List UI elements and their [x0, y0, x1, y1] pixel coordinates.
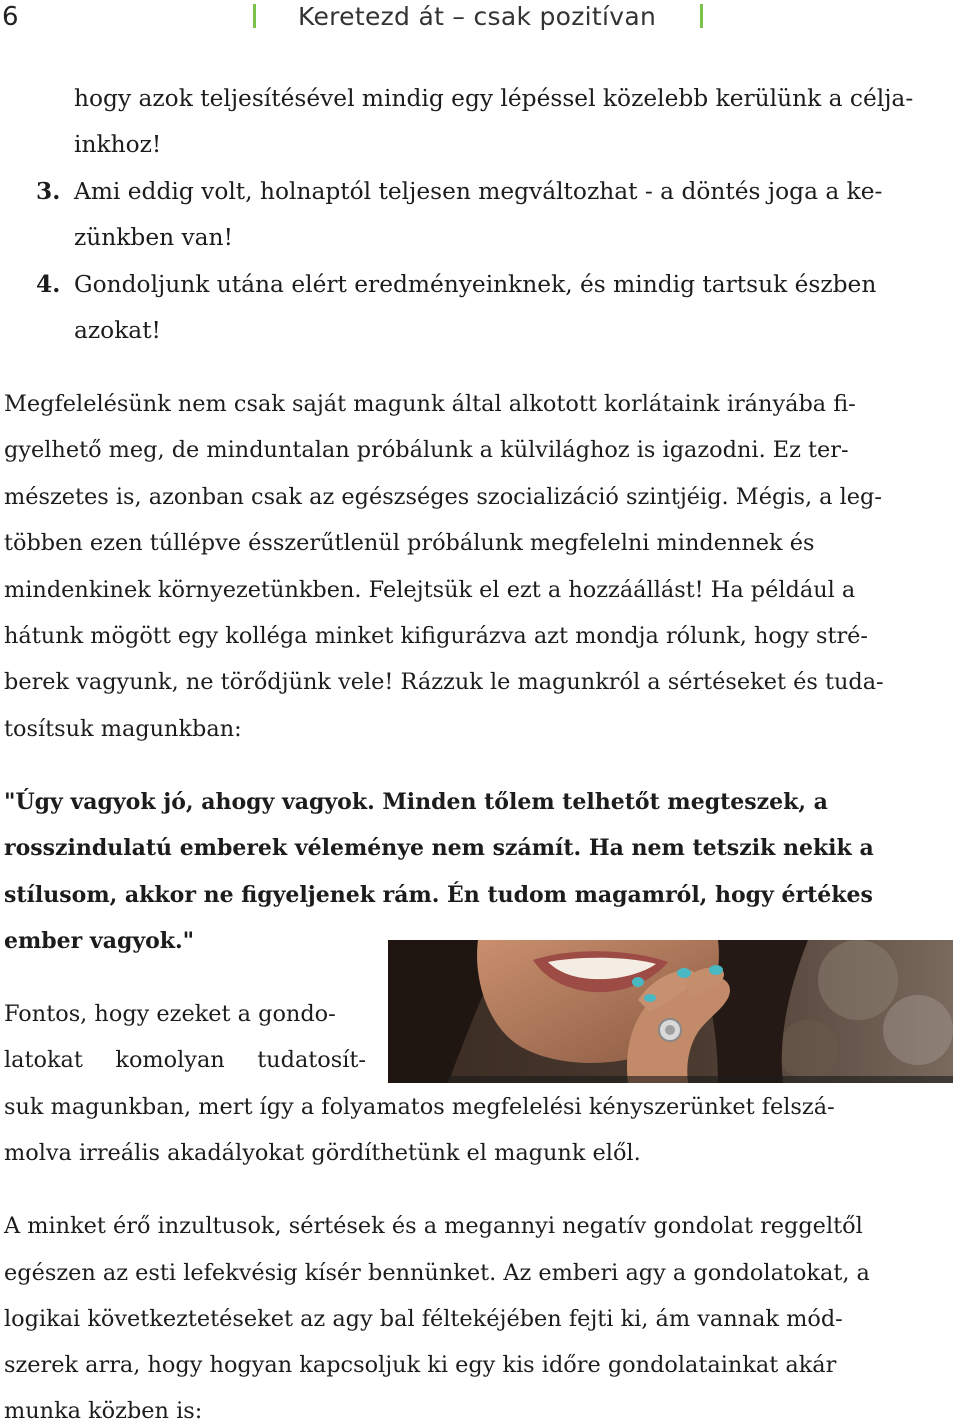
- paragraph-line: egészen az esti lefekvésig kísér bennünket. Az emberi agy a gondolatokat, a: [4, 1260, 870, 1286]
- paragraph-line: logikai következtetéseket az agy bal féltekéjében fejti ki, ám vannak mód-: [4, 1306, 843, 1332]
- running-title: Keretezd át – csak pozitívan: [298, 2, 657, 31]
- list-continuation-line: inkhoz!: [74, 131, 162, 158]
- header-divider-left: [253, 4, 256, 28]
- word: tudatosít-: [257, 1047, 366, 1073]
- quote-line: "Úgy vagyok jó, ahogy vagyok. Minden tőlem telhetőt megteszek, a: [4, 789, 828, 815]
- paragraph-line: többen ezen túllépve ésszerűtlenül próbálunk megfelelni mindennek és: [4, 530, 815, 556]
- quote-line: rosszindulatú emberek véleménye nem számít. Ha nem tetszik nekik a: [4, 835, 874, 861]
- header-divider-right: [700, 4, 703, 28]
- smiling-woman-photo: [388, 940, 953, 1083]
- list-continuation-line: hogy azok teljesítésével mindig egy lépéssel közelebb kerülünk a célja-: [74, 85, 914, 112]
- word: komolyan: [115, 1047, 225, 1073]
- paragraph-line: berek vagyunk, ne törődjünk vele! Rázzuk le magunkról a sértéseket és tuda-: [4, 669, 884, 695]
- list-number: 4.: [36, 271, 61, 298]
- quote-line: ember vagyok.": [4, 928, 195, 954]
- paragraph-line: A minket érő inzultusok, sértések és a megannyi negatív gondolat reggeltől: [4, 1213, 863, 1239]
- paragraph-line: Megfelelésünk nem csak saját magunk által alkotott korlátaink irányába fi-: [4, 391, 856, 417]
- list-item-text: Ami eddig volt, holnaptól teljesen megváltozhat - a döntés joga a ke-: [74, 178, 883, 205]
- paragraph-line: gyelhető meg, de minduntalan próbálunk a külvilághoz is igazodni. Ez ter-: [4, 437, 849, 463]
- list-number: 3.: [36, 178, 61, 205]
- paragraph-line: tosítsuk magunkban:: [4, 716, 242, 742]
- quote-line: stílusom, akkor ne figyeljenek rám. Én tudom magamról, hogy értékes: [4, 882, 873, 908]
- paragraph-line: suk magunkban, mert így a folyamatos megfelelési kényszerünket felszá-: [4, 1094, 835, 1120]
- list-item-text: zünkben van!: [74, 224, 233, 251]
- paragraph-line: mészetes is, azonban csak az egészséges szocializáció szintjéig. Mégis, a leg-: [4, 484, 882, 510]
- paragraph-line: szerek arra, hogy hogyan kapcsoljuk ki egy kis időre gondolatainkat akár: [4, 1352, 837, 1378]
- paragraph-line: munka közben is:: [4, 1398, 203, 1424]
- page-header: [0, 0, 960, 34]
- paragraph-line: Fontos, hogy ezeket a gondo-: [4, 1001, 336, 1027]
- paragraph-line: mindenkinek környezetünkben. Felejtsük el ezt a hozzáállást! Ha például a: [4, 577, 856, 603]
- paragraph-line: [4, 1045, 366, 1075]
- word: latokat: [4, 1047, 83, 1073]
- page-number: 6: [2, 2, 19, 32]
- list-item-text: azokat!: [74, 317, 161, 344]
- list-item-text: Gondoljunk utána elért eredményeinknek, és mindig tartsuk észben: [74, 271, 877, 298]
- paragraph-line: molva irreális akadályokat gördíthetünk el magunk elől.: [4, 1140, 641, 1166]
- paragraph-line: hátunk mögött egy kolléga minket kifigurázva azt mondja rólunk, hogy stré-: [4, 623, 868, 649]
